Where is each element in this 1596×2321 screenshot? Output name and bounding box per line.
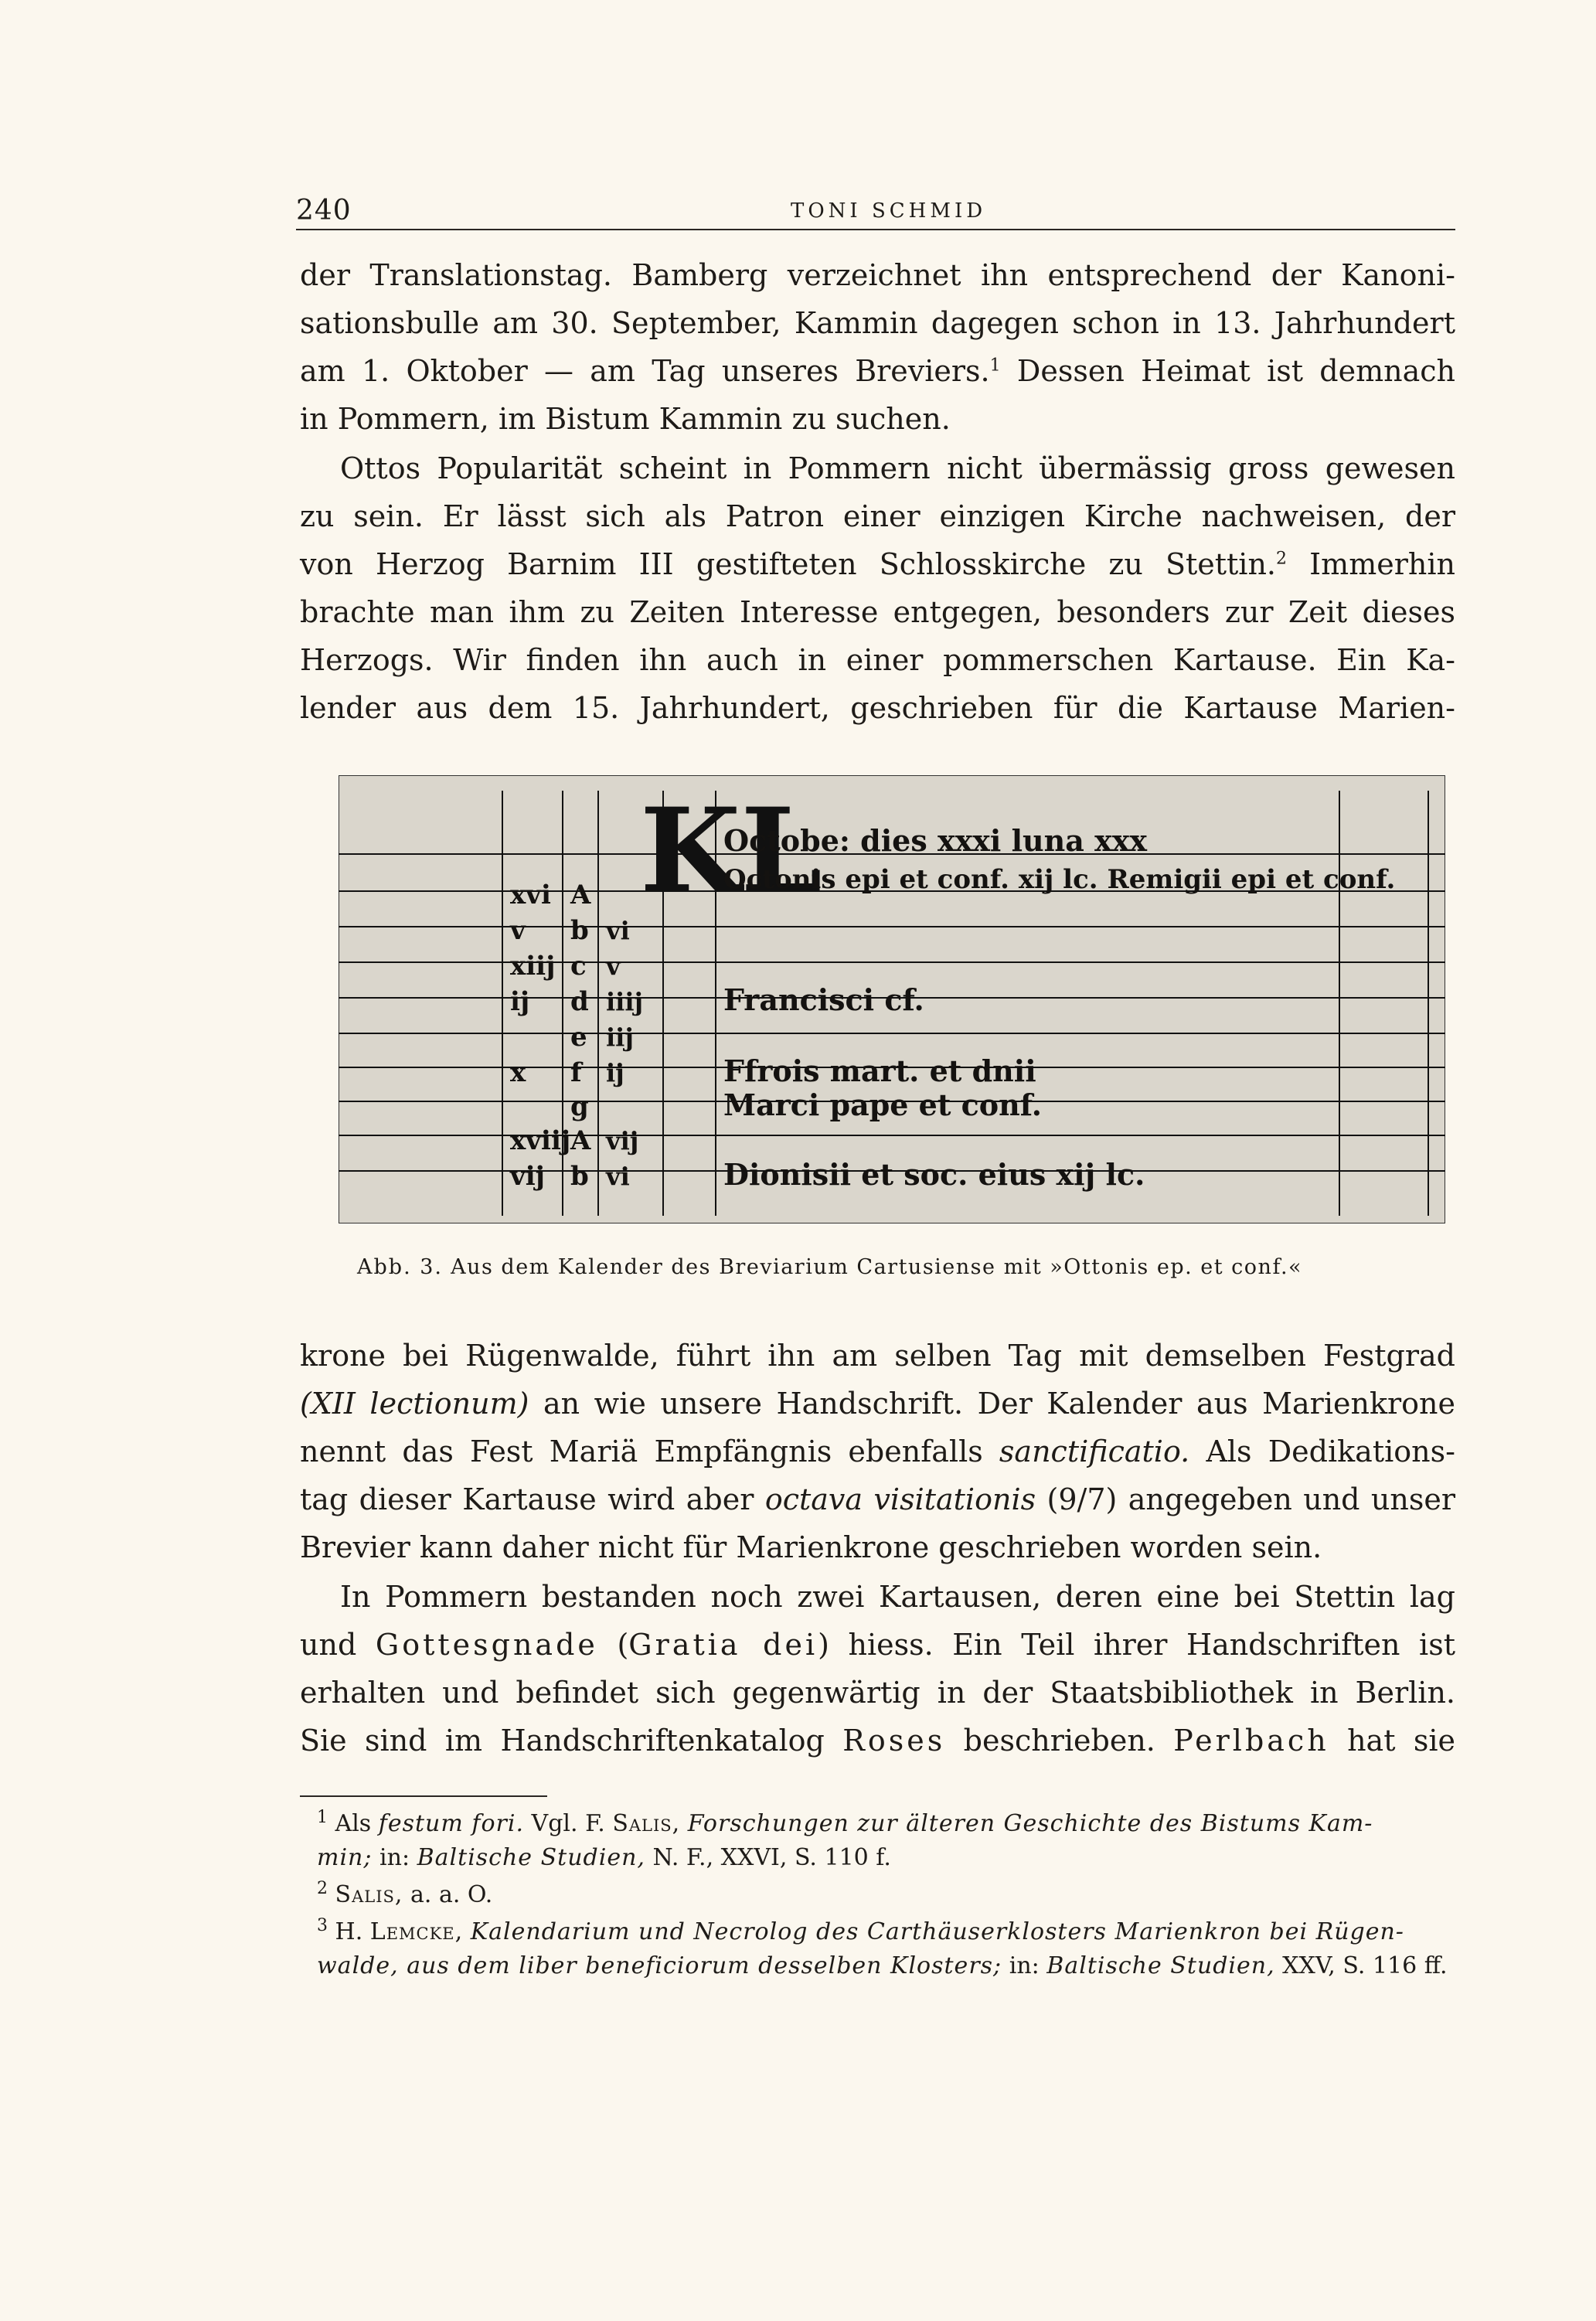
footnote-3-cont <box>317 1949 1453 1983</box>
paragraph-2 <box>300 448 1455 736</box>
paragraph-4 <box>300 1577 1455 1768</box>
footnote-ref-2: 2 <box>1276 549 1287 569</box>
text-line: Brevier kann daher nicht für Marienkrone geschrieben worden sein. <box>300 1530 1322 1564</box>
footnote-text: a. a. O. <box>410 1881 493 1908</box>
roman-day: ij <box>606 1058 624 1087</box>
spaced-name: Gratia dei <box>628 1628 818 1662</box>
footnote-text: in: <box>1009 1952 1040 1979</box>
text-line: krone bei Rügenwalde, führt ihn am selben Tag mit demselben Festgrad <box>300 1339 1455 1373</box>
roman-day: v <box>606 951 621 981</box>
text-line <box>300 351 1455 399</box>
running-header <box>296 195 1455 230</box>
dominical-letter: b <box>570 1161 589 1192</box>
footnote-number: 1 <box>317 1808 328 1827</box>
italic-term: (XII lectionum) <box>300 1387 529 1421</box>
footnote-text: in: <box>379 1844 410 1871</box>
running-title: TONI SCHMID <box>791 199 987 223</box>
footnote-ref-1: 1 <box>989 356 1001 376</box>
dominical-letter: A <box>570 1125 591 1156</box>
manuscript-entry: Octobe: dies xxxi luna xxx <box>723 823 1148 858</box>
author-name: Salis, <box>612 1810 681 1837</box>
dominical-letter: e <box>570 1022 587 1053</box>
footnote-text: Vgl. F. <box>531 1810 605 1837</box>
footnote-3 <box>317 1915 1453 1949</box>
text-line <box>300 1383 1455 1431</box>
golden-number: vij <box>510 1161 545 1192</box>
text-segment: am 1. Oktober — am Tag unseres Breviers. <box>300 354 990 388</box>
roman-day: iij <box>606 1023 634 1052</box>
footnote-1-cont <box>317 1841 1453 1875</box>
manuscript-entry: Marci pape et conf. <box>723 1087 1042 1122</box>
footnote-italic: walde, aus dem liber beneficiorum desselben Klosters; <box>317 1952 1002 1979</box>
dominical-letter: A <box>570 880 591 910</box>
roman-day: vi <box>606 1162 630 1191</box>
figure-caption <box>357 1255 1439 1279</box>
text-segment: nennt das Fest Mariä Empfängnis ebenfalls <box>300 1434 983 1468</box>
date-fraction: (9/7) <box>1046 1482 1118 1516</box>
text-line <box>300 1720 1455 1768</box>
footnote-italic: Forschungen zur älteren Geschichte des Bistums Kam- <box>687 1810 1373 1837</box>
dominical-letter: f <box>570 1057 582 1088</box>
text-line: in Pommern, im Bistum Kammin zu suchen. <box>300 402 951 436</box>
golden-number: x <box>510 1057 526 1088</box>
text-line: Herzogs. Wir finden ihn auch in einer pommerschen Kartause. Ein Ka- <box>300 643 1455 677</box>
footnote-1 <box>317 1807 1453 1841</box>
text-segment: von Herzog Barnim III gestifteten Schlosskirche zu Stettin. <box>300 547 1276 581</box>
text-line <box>300 1479 1455 1527</box>
footnote-text: N. F., XXVI, S. 110 f. <box>652 1844 891 1871</box>
text-segment: Als Dedikations- <box>1206 1434 1455 1468</box>
text-segment: tag dieser Kartause wird aber <box>300 1482 754 1516</box>
dominical-letter: b <box>570 915 589 946</box>
golden-number: xviij <box>510 1125 571 1156</box>
golden-number: v <box>510 915 526 946</box>
footnote-italic: Kalendarium und Necrolog des Carthäuserklosters Marienkron bei Rügen- <box>470 1918 1404 1945</box>
text-line: der Translationstag. Bamberg verzeichnet ihn entsprechend der Kanoni- <box>300 258 1455 292</box>
text-line <box>300 1625 1455 1673</box>
spaced-name: Roses <box>842 1724 946 1758</box>
dominical-letter: c <box>570 951 587 982</box>
golden-number: xvi <box>510 880 551 910</box>
footnote-number: 2 <box>317 1879 328 1898</box>
text-segment: und <box>300 1628 357 1662</box>
manuscript-entry: Dionisii et soc. eius xij lc. <box>723 1157 1145 1192</box>
footnote-2 <box>317 1878 1453 1912</box>
footnote-italic: Baltische Studien, <box>1046 1952 1275 1979</box>
spaced-name: Perlbach <box>1173 1724 1329 1758</box>
text-line: Ottos Popularität scheint in Pommern nicht übermässig gross gewesen <box>340 451 1455 485</box>
text-segment: ) hiess. Ein Teil ihrer Handschriften ist <box>818 1628 1455 1662</box>
text-line <box>300 1431 1455 1479</box>
manuscript-entry: Octonis epi et conf. xij lc. Remigii epi et conf. <box>723 864 1396 895</box>
manuscript-figure <box>339 775 1445 1223</box>
paragraph-1 <box>300 255 1455 447</box>
text-line: erhalten und befindet sich gegenwärtig in der Staatsbibliothek in Berlin. <box>300 1676 1455 1710</box>
text-line <box>300 544 1455 592</box>
footnote-text: H. <box>335 1918 363 1945</box>
author-name: Salis, <box>335 1881 403 1908</box>
figure-label: Abb. 3. <box>357 1255 443 1279</box>
italic-term: octava visitationis <box>764 1482 1036 1516</box>
text-line: lender aus dem 15. Jahrhundert, geschrieben für die Kartause Marien- <box>300 691 1455 725</box>
text-segment: Immerhin <box>1309 547 1455 581</box>
manuscript-image <box>339 775 1445 1223</box>
text-line: sationsbulle am 30. September, Kammin dagegen schon in 13. Jahrhundert <box>300 306 1455 340</box>
page-number: 240 <box>296 195 352 226</box>
initial-kl: KL <box>640 783 822 919</box>
dominical-letter: d <box>570 986 589 1017</box>
text-segment: Dessen Heimat ist demnach <box>1016 354 1455 388</box>
text-segment: Sie sind im Handschriftenkatalog <box>300 1724 825 1758</box>
manuscript-entry: Francisci cf. <box>723 982 924 1017</box>
text-segment: an wie unsere Handschrift. Der Kalender aus Marienkrone <box>543 1387 1455 1421</box>
italic-term: sanctificatio. <box>999 1434 1190 1468</box>
figure-caption-text: Aus dem Kalender des Breviarium Cartusiense mit »Ottonis ep. et conf.« <box>451 1255 1303 1279</box>
footnote-italic: min; <box>317 1844 373 1871</box>
text-segment: angegeben und unser <box>1128 1482 1456 1516</box>
footnote-italic: Baltische Studien, <box>417 1844 645 1871</box>
golden-number: ij <box>510 986 530 1017</box>
text-line: brachte man ihm zu Zeiten Interesse entgegen, besonders zur Zeit dieses <box>300 595 1455 629</box>
footnote-text: XXV, S. 116 ff. <box>1282 1952 1448 1979</box>
roman-day: iiij <box>606 987 644 1016</box>
manuscript-entry: Ffrois mart. et dnii <box>723 1053 1036 1088</box>
footnote-italic: festum fori. <box>378 1810 524 1837</box>
text-line: zu sein. Er lässt sich als Patron einer einzigen Kirche nachweisen, der <box>300 499 1455 533</box>
text-line: In Pommern bestanden noch zwei Kartausen, deren eine bei Stettin lag <box>340 1580 1455 1614</box>
roman-day: vi <box>606 916 630 945</box>
golden-number: xiij <box>510 951 556 982</box>
footnote-rule <box>300 1795 547 1797</box>
text-segment: beschrieben. <box>963 1724 1155 1758</box>
dominical-letter: g <box>570 1091 589 1122</box>
text-segment: hat sie <box>1347 1724 1455 1758</box>
footnote-number: 3 <box>317 1916 328 1935</box>
author-name: Lemcke, <box>369 1918 464 1945</box>
spaced-name: Gottesgnade <box>375 1628 598 1662</box>
roman-day: vij <box>606 1126 639 1155</box>
footnote-text: Als <box>335 1810 372 1837</box>
text-segment: ( <box>617 1628 629 1662</box>
paragraph-3 <box>300 1336 1455 1575</box>
